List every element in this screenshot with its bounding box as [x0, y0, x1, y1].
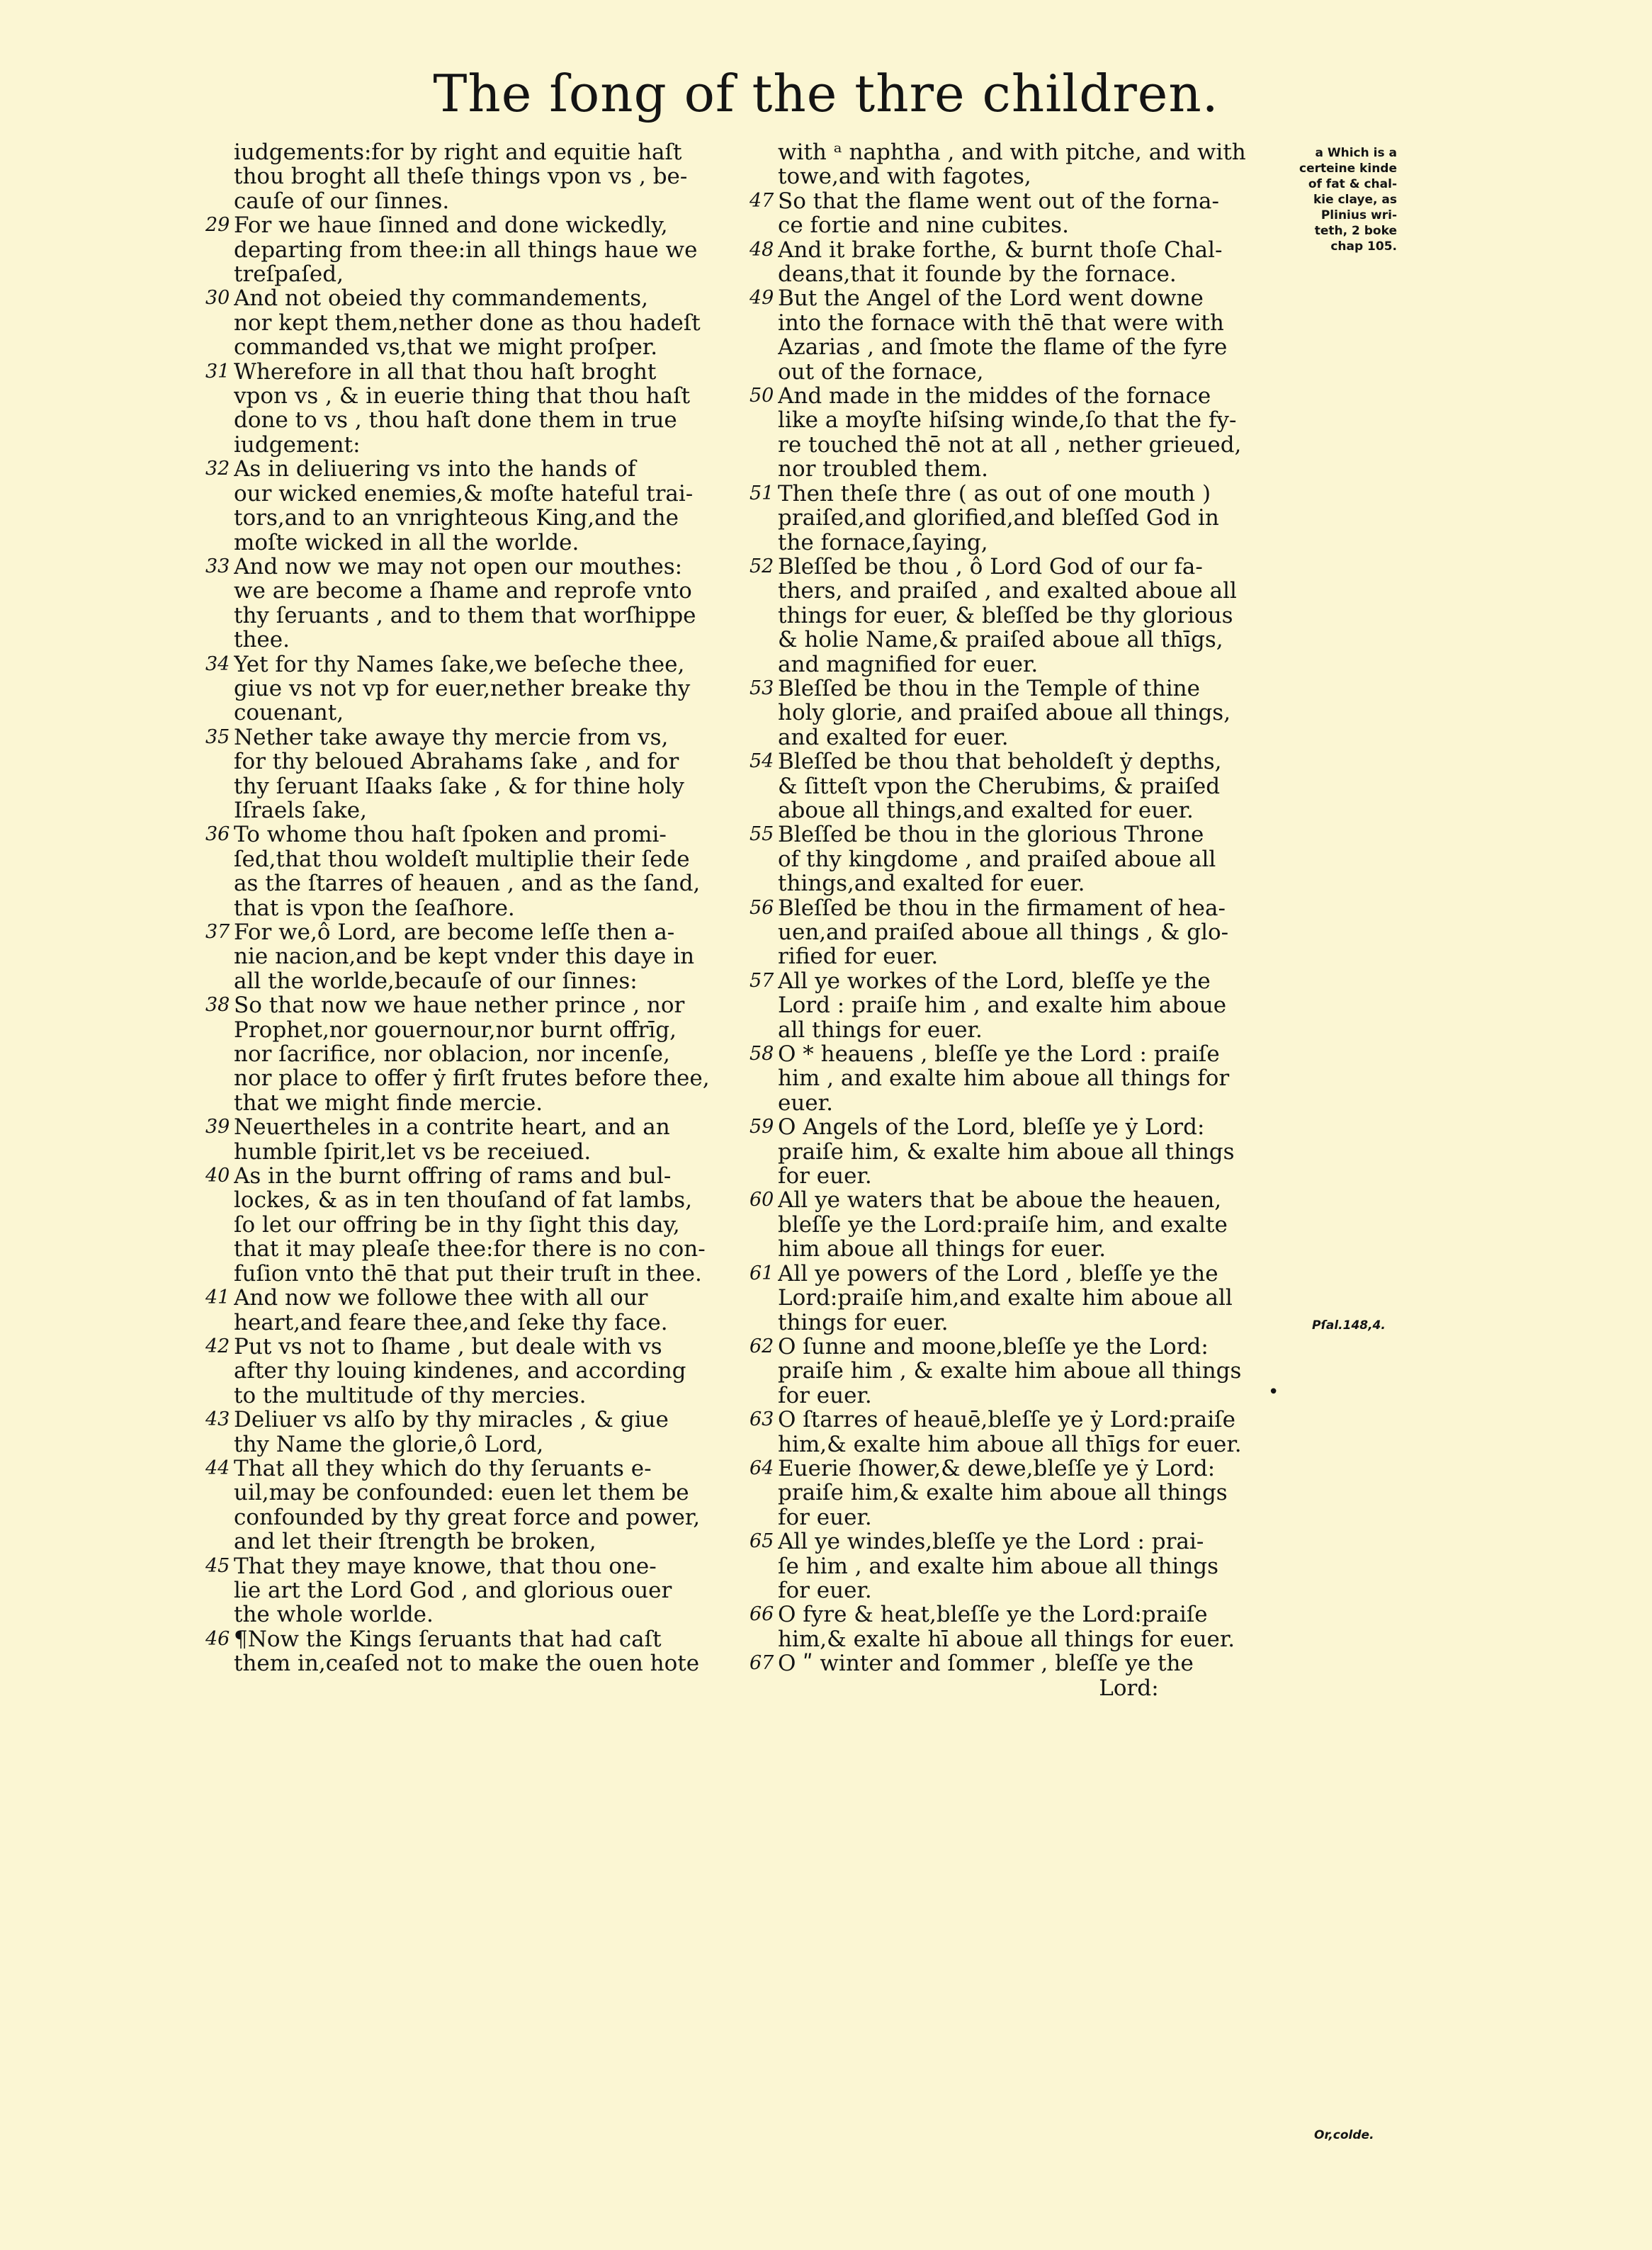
verse — [749, 1530, 1303, 1602]
left-column — [205, 140, 751, 1676]
verse — [205, 457, 751, 555]
verse — [749, 896, 1303, 969]
verse-text: ¶Now the Kings ſeruants that had caſt them in,ceaſed not to make the ouen hote — [234, 1627, 700, 1676]
page-title: The ſong of the thre children. — [433, 64, 1219, 123]
verse-number: 47 — [749, 189, 774, 212]
verse-number: 52 — [749, 555, 774, 577]
margin-note-naphtha: a Which is a certeine kinde of fat & chal- kie claye, as Plinius wri- teth, 2 boke chap 105. — [1299, 146, 1397, 254]
verse-number: 38 — [205, 994, 230, 1017]
verse-number: 58 — [749, 1043, 774, 1065]
verse-number: 55 — [749, 823, 774, 846]
verse-number: 34 — [205, 652, 230, 675]
verse-number: 44 — [205, 1457, 230, 1479]
verse-number: 61 — [749, 1262, 774, 1284]
verse — [205, 213, 751, 286]
verse-text: All ye powers of the Lord , bleſſe ye the Lord:praiſe him,and exalte him aboue all things for euer. — [778, 1261, 1233, 1335]
verse-text: As in deliuering vs into the hands of our wicked enemies,& moſte hateful trai- tors,and to an vnrighteous King,and the moſte wicked in all the worlde. — [234, 457, 694, 555]
verse-text: Put vs not to ſhame , but deale with vs after thy louing kindenes, and according to the multitude of thy mercies. — [234, 1334, 686, 1408]
verse — [205, 555, 751, 652]
verse-number: 32 — [205, 458, 230, 480]
margin-note-or-colde: Or,colde. — [1314, 2128, 1374, 2142]
verse-number: 43 — [205, 1408, 230, 1431]
verse-text: So that now we haue nether prince , nor Prophet,nor gouernour,nor burnt offrīg, nor ſacrifice, nor oblacion, nor incenſe, nor place to offer ẏ firſt frutes before thee, that we might finde mercie. — [234, 993, 710, 1116]
verse — [749, 555, 1303, 677]
verse-number: 40 — [205, 1165, 230, 1187]
verse-text: To whome thou haſt ſpoken and promi- ſed,that thou woldeſt multiplie their ſede as the ſtarres of heauen , and as the ſand, that is vpon the ſeaſhore. — [234, 822, 701, 920]
verse — [749, 1651, 1303, 1700]
verse-text: And not obeied thy commandements, nor kept them,nether done as thou hadeſt commanded vs,that we might proſper. — [234, 286, 701, 360]
verse-number: 62 — [749, 1335, 774, 1357]
verse-text: Euerie ſhower,& dewe,bleſſe ye ẏ Lord: praiſe him,& exalte him aboue all things for euer. — [778, 1456, 1228, 1530]
verse-number: 65 — [749, 1530, 774, 1553]
verse-text: That all they which do thy ſeruants e- uil,may be confounded: euen let them be confounded by thy great force and power, and let their ſtrength be broken, — [234, 1456, 701, 1554]
verse — [205, 1554, 751, 1627]
verse-number: 53 — [749, 677, 774, 699]
verse — [749, 384, 1303, 482]
verse — [749, 822, 1303, 895]
verse — [205, 1408, 751, 1457]
verse-text: O * heauens , bleſſe ye the Lord : praiſe him , and exalte him aboue all things for euer. — [778, 1042, 1230, 1116]
verse-number: 48 — [749, 238, 774, 261]
verse-text: Bleſſed be thou in the Temple of thine holy glorie, and praiſed aboue all things, and exalted for euer. — [778, 676, 1231, 750]
margin-note-psalm-ref: Pſal.148,4. — [1312, 1318, 1386, 1333]
verse — [749, 969, 1303, 1042]
verse-text: Deliuer vs alſo by thy miracles , & giue thy Name the glorie,ô Lord, — [234, 1408, 669, 1457]
verse-number: 66 — [749, 1603, 774, 1626]
verse-number: 33 — [205, 555, 230, 577]
verse-number: 46 — [205, 1627, 230, 1650]
verse-text: But the Angel of the Lord went downe into the fornace with thē that were with Azarias , and ſmote the flame of the fyre out of the fornace, — [778, 286, 1228, 385]
verse-text: And made in the middes of the fornace like a moyſte hiſsing winde,ſo that the fy- re touched thē not at all , nether grieued, nor troubled them. — [778, 384, 1242, 482]
verse-text: Bleſſed be thou , ô Lord God of our fa- thers, and praiſed , and exalted aboue all things for euer, & bleſſed be thy glorious & holie Name,& praiſed aboue all thīgs, and magnified for euer. — [778, 554, 1237, 677]
verse-text: iudgements:for by right and equitie haſt thou broght all theſe things vpon vs , be- cauſe of our ſinnes. — [234, 140, 688, 214]
verse-text: O ſunne and moone,bleſſe ye the Lord: praiſe him , & exalte him aboue all things for euer. — [778, 1334, 1242, 1408]
verse-text: Neuertheles in a contrite heart, and an humble ſpirit,let vs be receiued. — [234, 1115, 670, 1165]
verse — [205, 286, 751, 359]
verse-number: 36 — [205, 823, 230, 846]
verse-text: with ᵃ naphtha , and with pitche, and with towe,and with fagotes, — [778, 140, 1246, 189]
verse-number: 54 — [749, 750, 774, 773]
verse-number: 35 — [205, 725, 230, 748]
verse — [205, 993, 751, 1115]
verse-text: Nether take awaye thy mercie from vs, for thy beloued Abrahams ſake , and for thy ſeruant Iſaaks ſake , & for thine holy Iſraels ſake, — [234, 725, 684, 823]
verse — [749, 140, 1303, 189]
verse — [205, 725, 751, 823]
verse — [749, 1115, 1303, 1188]
verse-text: All ye windes,bleſſe ye the Lord : prai- ſe him , and exalte him aboue all things for euer. — [778, 1530, 1219, 1603]
verse — [749, 750, 1303, 822]
verse-text: Bleſſed be thou in the glorious Throne of thy kingdome , and praiſed aboue all things,and exalted for euer. — [778, 822, 1216, 896]
verse — [205, 1627, 751, 1676]
verse-number: 49 — [749, 287, 774, 310]
verse-number: 50 — [749, 385, 774, 407]
verse — [749, 1042, 1303, 1115]
verse — [749, 1457, 1303, 1530]
verse-text: Bleſſed be thou in the firmament of hea- uen,and praiſed aboue all things , & glo- rified for euer. — [778, 895, 1229, 969]
verse-number: 57 — [749, 969, 774, 992]
verse-text: And now we may not open our mouthes: we are become a ſhame and reprofe vnto thy ſeruants , and to them that worſhippe thee. — [234, 554, 696, 652]
verse-text: Yet for thy Names ſake,we beſeche thee, giue vs not vp for euer,nether breake thy couenant, — [234, 652, 691, 725]
verse-text: All ye workes of the Lord, bleſſe ye the Lord : praiſe him , and exalte him aboue all things for euer. — [778, 968, 1227, 1043]
verse-number: 56 — [749, 896, 774, 919]
verse — [205, 360, 751, 458]
verse-number: 51 — [749, 482, 774, 504]
verse — [205, 920, 751, 993]
verse-number: 59 — [749, 1116, 774, 1138]
verse — [205, 1286, 751, 1335]
verse-text: And it brake forthe, & burnt thoſe Chal- deans,that it founde by the fornace. — [778, 237, 1223, 287]
verse-text: All ye waters that be aboue the heauen, bleſſe ye the Lord:praiſe him, and exalte him aboue all things for euer. — [778, 1188, 1228, 1262]
verse-text: O ſtarres of heauē,bleſſe ye ẏ Lord:praiſe him,& exalte him aboue all thīgs for euer. — [778, 1408, 1242, 1457]
verse-number: 29 — [205, 214, 230, 237]
verse-number: 67 — [749, 1652, 774, 1675]
verse — [749, 1335, 1303, 1408]
verse-text: That they mayе knowe, that thou one- lie art the Lord God , and glorious ouer the whole worlde. — [234, 1554, 672, 1627]
verse-text: O Angels of the Lord, bleſſe ye ẏ Lord: praiſe him, & exalte him aboue all things for euer. — [778, 1115, 1235, 1189]
verse-text: For we haue ſinned and done wickedly, departing from thee:in all things haue we treſpaſed, — [234, 213, 698, 287]
verse-number: 63 — [749, 1408, 774, 1431]
verse-number: 42 — [205, 1335, 230, 1357]
verse — [749, 1188, 1303, 1261]
verse — [205, 652, 751, 725]
verse — [749, 1408, 1303, 1457]
verse-number: 60 — [749, 1189, 774, 1211]
verse-text: Bleſſed be thou that beholdeſt ẏ depths, & ſitteſt vpon the Cherubims, & praiſed aboue all things,and exalted for euer. — [778, 750, 1222, 823]
verse — [205, 140, 751, 213]
verse — [205, 1335, 751, 1408]
verse — [749, 238, 1303, 287]
verse — [205, 1164, 751, 1286]
verse-text: So that the flame went out of the forna- ce fortie and nine cubites. — [778, 188, 1219, 238]
verse — [749, 1262, 1303, 1335]
verse-number: 37 — [205, 921, 230, 943]
right-column — [749, 140, 1303, 1700]
verse-number: 39 — [205, 1116, 230, 1138]
verse-number: 41 — [205, 1287, 230, 1309]
verse — [749, 286, 1303, 384]
verse — [749, 677, 1303, 750]
verse-number: 64 — [749, 1457, 774, 1479]
verse-text: Wherefore in all that thou haſt broght vpon vs , & in euerie thing that thou haſt done to vs , thou haſt done them in true iudgement: — [234, 359, 691, 458]
verse-number: 30 — [205, 287, 230, 310]
verse-text: And now we followe thee with all our heart,and feare thee,and ſeke thy face. — [234, 1286, 668, 1335]
verse — [205, 1457, 751, 1554]
verse — [749, 1602, 1303, 1651]
verse-text: For we,ô Lord, are become leſſe then a- nie nacion,and be kept vnder this daye in all the worlde,becauſe of our ſinnes: — [234, 920, 695, 994]
verse — [749, 482, 1303, 555]
verse — [205, 822, 751, 920]
verse-text: As in the burnt offring of rams and bul- lockes, & as in ten thouſand of fat lambs, ſo let our offring be in thy ſight this day, that it may pleaſe thee:for there is no con- fuſion vnto thē that put their truſt in thee. — [234, 1164, 706, 1287]
verse-text: O fyre & heat,bleſſe ye the Lord:praiſe him,& exalte hī aboue all things for euer. — [778, 1602, 1235, 1652]
verse — [749, 189, 1303, 238]
dot-mark: • — [1268, 1381, 1279, 1403]
verse — [205, 1115, 751, 1164]
verse-number: 31 — [205, 360, 230, 383]
verse-text: Then theſe thre ( as out of one mouth ) praiſed,and glorified,and bleſſed God in the fornace,ſaying, — [778, 481, 1219, 555]
verse-number: 45 — [205, 1554, 230, 1577]
verse-text: O ʺ winter and ſommer , bleſſe ye the Lord: — [778, 1651, 1194, 1700]
